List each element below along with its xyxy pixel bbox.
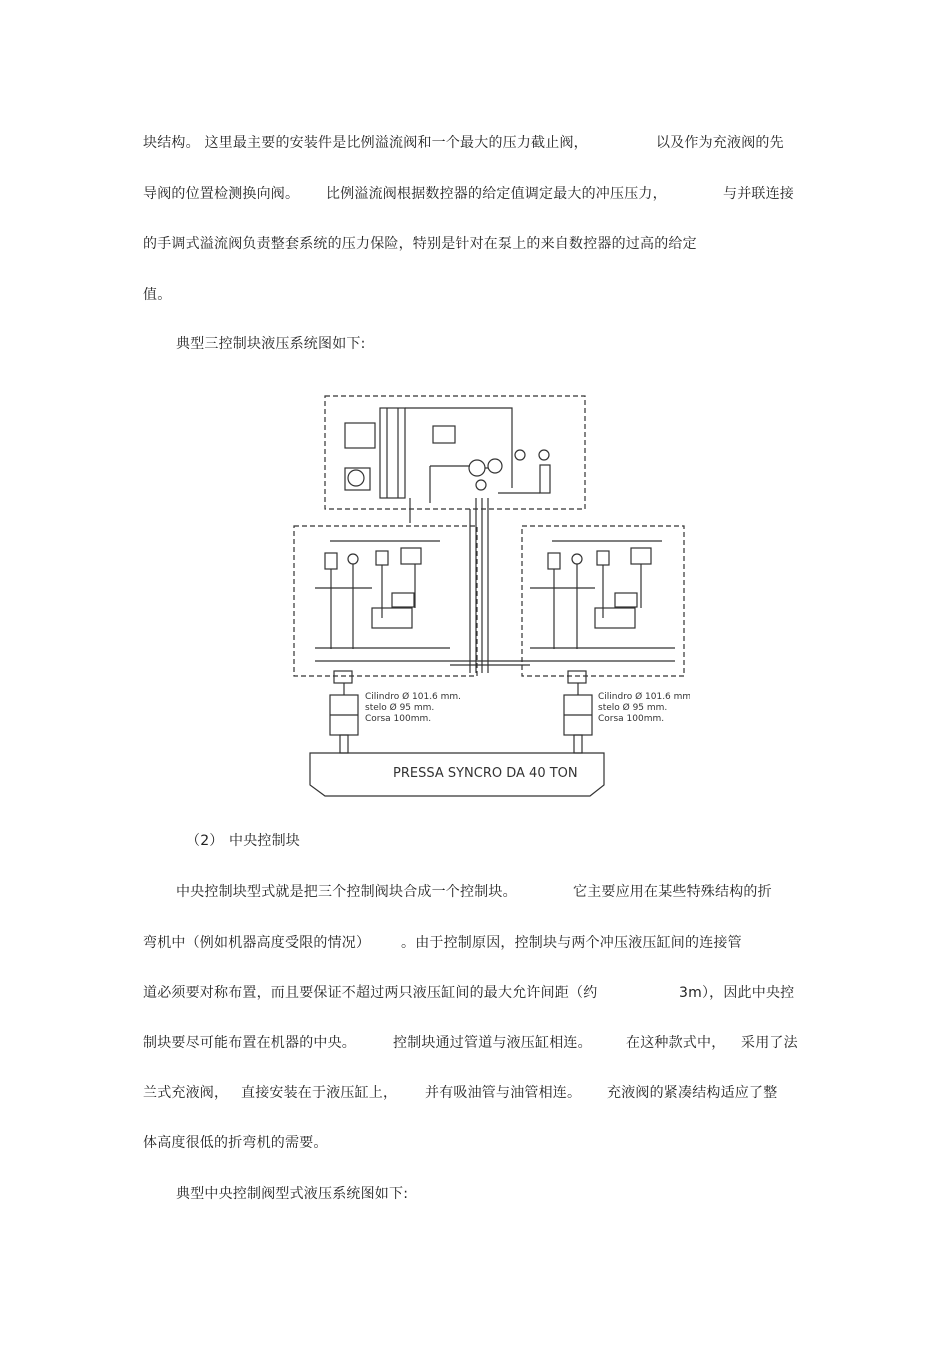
text-line: 的手调式溢流阀负责整套系统的压力保险，特别是针对在泵上的来自数控器的过高的给定 bbox=[143, 236, 697, 252]
section-title: 中央控制块 bbox=[229, 833, 300, 849]
filter-gauge bbox=[515, 450, 550, 493]
text-segment: 制块要尽可能布置在机器的中央。 bbox=[143, 1035, 356, 1051]
text-line bbox=[176, 881, 796, 901]
text-line: 体高度很低的折弯机的需要。 bbox=[143, 1135, 328, 1151]
figure-caption: 典型三控制块液压系统图如下: bbox=[176, 336, 366, 352]
text-segment: 以及作为充液阀的先 bbox=[656, 135, 784, 151]
text-segment: 在这种款式中， bbox=[626, 1035, 726, 1051]
text-segment: 并有吸油管与油管相连。 bbox=[425, 1085, 582, 1101]
text-segment: 直接安装在于液压缸上， bbox=[241, 1085, 398, 1101]
text-segment: 中央控制块型式就是把三个控制阀块合成一个控制块。 bbox=[176, 884, 517, 900]
text-line bbox=[143, 982, 803, 1002]
text-segment: 兰式充液阀， bbox=[143, 1085, 229, 1101]
text-line bbox=[143, 932, 803, 952]
left-valve-block bbox=[294, 526, 477, 676]
left-valves bbox=[315, 541, 450, 661]
text-segment: 控制块通过管道与液压缸相连。 bbox=[393, 1035, 592, 1051]
text-line: 值。 bbox=[143, 287, 172, 303]
text-segment: 块结构。 这里最主要的安装件是比例溢流阀和一个最大的压力截止阀， bbox=[143, 135, 588, 151]
hydraulic-system-diagram bbox=[290, 393, 690, 803]
tank-manifold bbox=[345, 408, 405, 498]
text-segment: 与并联连接 bbox=[723, 186, 794, 202]
text-line bbox=[143, 1082, 803, 1102]
figure-caption: 典型中央控制阀型式液压系统图如下: bbox=[176, 1186, 409, 1202]
section-heading bbox=[186, 830, 386, 850]
text-segment: 比例溢流阀根据数控器的给定值调定最大的冲压压力， bbox=[326, 186, 667, 202]
section-number: （2） bbox=[186, 833, 224, 849]
cylinder-spec-line: Corsa 100mm. bbox=[598, 714, 665, 724]
text-line bbox=[143, 183, 803, 203]
text-segment: 采用了法 bbox=[741, 1035, 798, 1051]
text-segment: 。由于控制原因，控制块与两个冲压液压缸间的连接管 bbox=[401, 935, 742, 951]
press-label: PRESSA SYNCRO DA 40 TON bbox=[393, 766, 578, 781]
text-segment: 3m），因此中央控 bbox=[679, 985, 795, 1001]
text-line bbox=[143, 1032, 803, 1052]
text-segment: 弯机中（例如机器高度受限的情况） bbox=[143, 935, 371, 951]
cylinder-spec-line: Cilindro Ø 101.6 mm. bbox=[365, 692, 462, 702]
text-line bbox=[143, 132, 803, 152]
cylinder-spec-line: Corsa 100mm. bbox=[365, 714, 432, 724]
right-valves bbox=[530, 541, 675, 661]
power-unit-block bbox=[325, 396, 585, 509]
motor-pump bbox=[430, 426, 502, 503]
text-segment: 道必须要对称布置，而且要保证不超过两只液压缸间的最大允许间距（约 bbox=[143, 985, 598, 1001]
text-segment: 充液阀的紧凑结构适应了整 bbox=[607, 1085, 778, 1101]
cylinder-spec-line: stelo Ø 95 mm. bbox=[365, 703, 435, 713]
left-cylinder bbox=[330, 671, 358, 753]
text-segment: 它主要应用在某些特殊结构的折 bbox=[573, 884, 772, 900]
right-cylinder bbox=[564, 671, 592, 753]
text-segment: 导阀的位置检测换向阀。 bbox=[143, 186, 300, 202]
cylinder-spec-line: stelo Ø 95 mm. bbox=[598, 703, 668, 713]
cylinder-spec-line: Cilindro Ø 101.6 mm. bbox=[598, 692, 690, 702]
